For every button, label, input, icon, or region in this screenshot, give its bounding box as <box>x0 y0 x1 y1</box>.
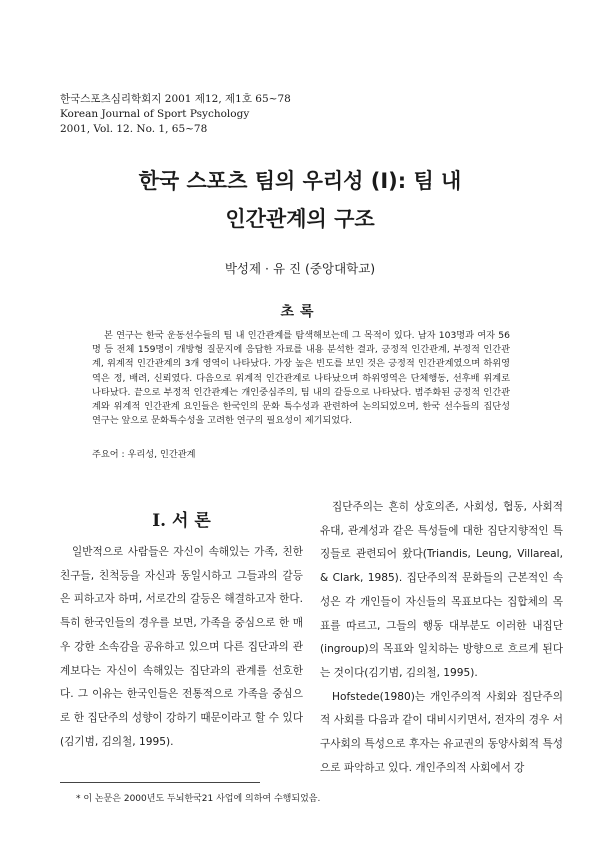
keywords: 주요어 : 우리성, 인간관계 <box>92 449 196 460</box>
abstract-text: 본 연구는 한국 운동선수들의 팀 내 인간관계를 탐색해보는데 그 목적이 있다. 남자 103명과 여자 56명 등 전체 159명이 개방형 질문지에 응답한 자료를 내용 분석한 결과, 긍정적 인간관계, 부정적 인간관계, 위계적 인간관계의 3개 영역이 나타났다. 가장 높은 빈도를 보인 것은 긍정적 인간관계였으며 하위영역은 정, 배려, 신뢰였다. 다음으로 위계적 인간관계로 나타났으며 하위영역은 단체행동, 선후배 위계로 나타났다. 끝으로 부정적 인간관계는 개인중심주의, 팀 내의 갈등으로 나타났다. 범주화된 긍정적 인간관계와 위계적 인간관계 요인들은 한국인의 문화 특수성과 관련하여 논의되었으며, 한국 선수들의 집단성 연구는 앞으로 문화특수성을 고려한 연구의 필요성이 제기되었다. <box>92 330 510 427</box>
left-column <box>60 541 303 754</box>
abstract-heading: 초록 <box>280 304 320 320</box>
right-column <box>320 496 563 780</box>
author-line: 박성제 · 유 진 (중앙대학교) <box>224 261 376 276</box>
journal-header-english: Korean Journal of Sport Psychology <box>60 108 250 120</box>
body-paragraph: 일반적으로 사람들은 자신이 속해있는 가족, 친한 친구들, 친척등을 자신과 동일시하고 그들과의 갈등은 피하고자 하며, 서로간의 갈등은 해결하고자 한다. 특히 한국인들의 경우를 보면, 가족을 중심으로 한 매우 강한 소속감을 공유하고 있으며 다른 집단과의 관계보다는 자신이 속해있는 집단과의 관계를 선호한다. 그 이유는 한국인들은 전통적으로 가족을 중심으로 한 집단주의 성향이 강하기 때문이라고 할 수 있다(김기범, 김의철, 1995). <box>60 546 303 748</box>
journal-header-korean: 한국스포츠심리학회지 2001 제12, 제1호 65~78 <box>60 93 291 105</box>
body-paragraph: 집단주의는 흔히 상호의존, 사회성, 협동, 사회적 유대, 관계성과 같은 특성들에 대한 집단지향적인 특징들로 관련되어 왔다(Triandis, Leung, Villareal, & Clark, 1985). 집단주의적 문화들의 근본적인 속성은 각 개인들이 자신들의 목표보다는 집합체의 목표를 따르고, 그들의 행동 대부분도 이러한 내집단(ingroup)의 목표와 일치하는 방향으로 흐르게 된다는 것이다(김기범, 김의철, 1995). <box>320 501 563 679</box>
journal-header-volume: 2001, Vol. 12. No. 1, 65~78 <box>60 123 208 135</box>
paper-title-line2: 인간관계의 구조 <box>225 207 375 231</box>
body-paragraph: Hofstede(1980)는 개인주의적 사회와 집단주의적 사회를 다음과 같이 대비시키면서, 전자의 경우 서구사회의 특성으로 후자는 유교권의 동양사회적 특성으로 파악하고 있다. 개인주의적 사회에서 강 <box>320 690 563 774</box>
section-heading-introduction: Ⅰ. 서 론 <box>152 511 211 531</box>
footnote: * 이 논문은 2000년도 두뇌한국21 사업에 의하여 수행되었음. <box>76 794 321 804</box>
footnote-divider <box>60 782 260 783</box>
journal-header <box>60 92 291 137</box>
paper-title-line1: 한국 스포츠 팀의 우리성 (Ⅰ): 팀 내 <box>138 169 462 193</box>
